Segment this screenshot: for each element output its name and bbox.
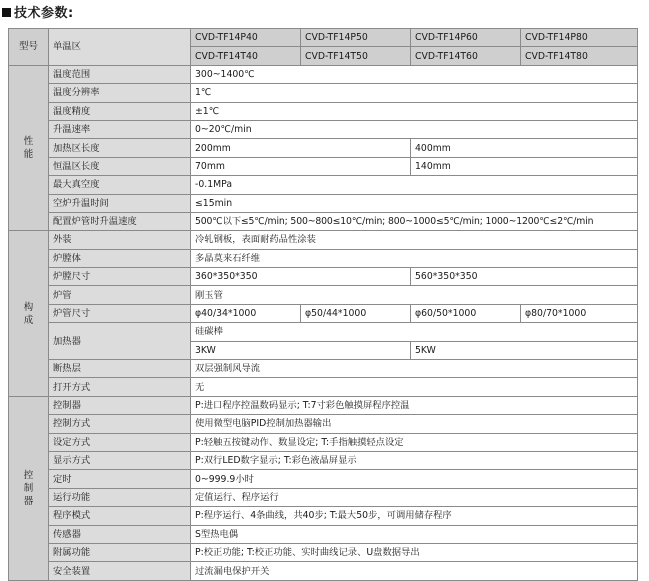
row-value: 70mm xyxy=(191,157,411,175)
category-structure xyxy=(9,231,49,397)
row-value: 300~1400℃ xyxy=(191,65,638,83)
row-value: 无 xyxy=(191,378,638,396)
row-value: 360*350*350 xyxy=(191,268,411,286)
row-value: ≤15min xyxy=(191,194,638,212)
table-row xyxy=(9,396,638,414)
table-row xyxy=(9,120,638,138)
row-value: 140mm xyxy=(411,157,638,175)
row-value: 200mm xyxy=(191,139,411,157)
row-value: 5KW xyxy=(411,341,638,359)
row-label: 打开方式 xyxy=(49,378,191,396)
model-cell: CVD-TF14P80 xyxy=(521,29,638,47)
category-char: 控 xyxy=(23,469,34,481)
section-title-text: 技术参数: xyxy=(14,6,74,21)
row-label: 空炉升温时间 xyxy=(49,194,191,212)
row-value: 500℃以下≤5℃/min; 500~800≤10℃/min; 800~1000≤5℃/min; 1000~1200℃≤2℃/min xyxy=(191,212,638,230)
model-cell: CVD-TF14P40 xyxy=(191,29,301,47)
table-row xyxy=(9,65,638,83)
table-row xyxy=(9,231,638,249)
row-label: 炉管尺寸 xyxy=(49,304,191,322)
row-label: 程序模式 xyxy=(49,507,191,525)
table-row xyxy=(9,507,638,525)
table-row xyxy=(9,194,638,212)
table-row xyxy=(9,176,638,194)
table-row xyxy=(9,525,638,543)
category-char: 成 xyxy=(23,314,34,326)
table-row xyxy=(9,286,638,304)
row-label: 加热区长度 xyxy=(49,139,191,157)
table-row xyxy=(9,139,638,157)
row-value: 560*350*350 xyxy=(411,268,638,286)
row-label: 加热器 xyxy=(49,323,191,360)
row-value: φ50/44*1000 xyxy=(301,304,411,322)
table-row xyxy=(9,84,638,102)
row-label: 断热层 xyxy=(49,360,191,378)
row-value: P:双行LED数字显示; T:彩色液晶屏显示 xyxy=(191,451,638,469)
row-value: 400mm xyxy=(411,139,638,157)
row-value: φ60/50*1000 xyxy=(411,304,521,322)
model-cell: CVD-TF14T80 xyxy=(521,47,638,65)
category-control xyxy=(9,396,49,580)
model-cell: CVD-TF14P60 xyxy=(411,29,521,47)
row-value: 冷轧钢板，表面耐药品性涂装 xyxy=(191,231,638,249)
row-value: P:轻触五按键动作、数显设定; T:手指触摸轻点设定 xyxy=(191,433,638,451)
row-value: 0~999.9小时 xyxy=(191,470,638,488)
table-row xyxy=(9,212,638,230)
square-bullet-icon xyxy=(2,8,11,17)
row-label: 升温速率 xyxy=(49,120,191,138)
table-row xyxy=(9,433,638,451)
row-label: 温度范围 xyxy=(49,65,191,83)
row-value: S型热电偶 xyxy=(191,525,638,543)
table-row xyxy=(9,360,638,378)
table-row xyxy=(9,157,638,175)
row-label: 显示方式 xyxy=(49,451,191,469)
section-title xyxy=(2,2,74,21)
table-row xyxy=(9,304,638,322)
model-cell: CVD-TF14T40 xyxy=(191,47,301,65)
row-value: 过流漏电保护开关 xyxy=(191,562,638,580)
row-label: 温度分辨率 xyxy=(49,84,191,102)
row-value: 3KW xyxy=(191,341,411,359)
row-value: φ80/70*1000 xyxy=(521,304,638,322)
row-value: P:进口程序控温数码显示; T:7寸彩色触摸屏程序控温 xyxy=(191,396,638,414)
table-row xyxy=(9,249,638,267)
row-value: P:校正功能; T:校正功能、实时曲线记录、U盘数据导出 xyxy=(191,543,638,561)
model-cell: CVD-TF14P50 xyxy=(301,29,411,47)
row-label: 最大真空度 xyxy=(49,176,191,194)
category-char: 能 xyxy=(23,149,34,161)
row-label: 定时 xyxy=(49,470,191,488)
table-row xyxy=(9,488,638,506)
table-row xyxy=(9,562,638,580)
category-char: 性 xyxy=(23,136,34,148)
spec-table xyxy=(8,28,638,581)
row-value: 多晶莫来石纤维 xyxy=(191,249,638,267)
row-value: ±1℃ xyxy=(191,102,638,120)
table-row xyxy=(9,378,638,396)
table-row xyxy=(9,268,638,286)
row-value: 1℃ xyxy=(191,84,638,102)
model-header: 型号 xyxy=(9,29,49,66)
row-value: -0.1MPa xyxy=(191,176,638,194)
row-value: P:程序运行、4条曲线，共40步; T:最大50步，可调用储存程序 xyxy=(191,507,638,525)
row-label: 炉膛尺寸 xyxy=(49,268,191,286)
zone-header: 单温区 xyxy=(49,29,191,66)
category-performance xyxy=(9,65,49,231)
row-label: 炉管 xyxy=(49,286,191,304)
row-value: φ40/34*1000 xyxy=(191,304,301,322)
row-value: 0~20℃/min xyxy=(191,120,638,138)
table-row xyxy=(9,451,638,469)
row-value: 硅碳棒 xyxy=(191,323,638,341)
row-value: 定值运行、程序运行 xyxy=(191,488,638,506)
row-label: 控制方式 xyxy=(49,415,191,433)
category-char: 器 xyxy=(23,495,34,507)
row-label: 恒温区长度 xyxy=(49,157,191,175)
table-row xyxy=(9,323,638,341)
model-cell: CVD-TF14T60 xyxy=(411,47,521,65)
row-value: 刚玉管 xyxy=(191,286,638,304)
table-row xyxy=(9,102,638,120)
row-value: 使用微型电脑PID控制加热器输出 xyxy=(191,415,638,433)
row-label: 炉膛体 xyxy=(49,249,191,267)
row-label: 运行功能 xyxy=(49,488,191,506)
category-char: 制 xyxy=(23,482,34,494)
row-label: 温度精度 xyxy=(49,102,191,120)
table-row xyxy=(9,29,638,47)
row-label: 安全装置 xyxy=(49,562,191,580)
category-char: 构 xyxy=(23,301,34,313)
row-label: 附属功能 xyxy=(49,543,191,561)
row-label: 配置炉管时升温速度 xyxy=(49,212,191,230)
row-label: 传感器 xyxy=(49,525,191,543)
row-label: 控制器 xyxy=(49,396,191,414)
table-row xyxy=(9,415,638,433)
model-cell: CVD-TF14T50 xyxy=(301,47,411,65)
table-row xyxy=(9,543,638,561)
table-row xyxy=(9,470,638,488)
row-label: 设定方式 xyxy=(49,433,191,451)
row-value: 双层强制风导流 xyxy=(191,360,638,378)
row-label: 外装 xyxy=(49,231,191,249)
